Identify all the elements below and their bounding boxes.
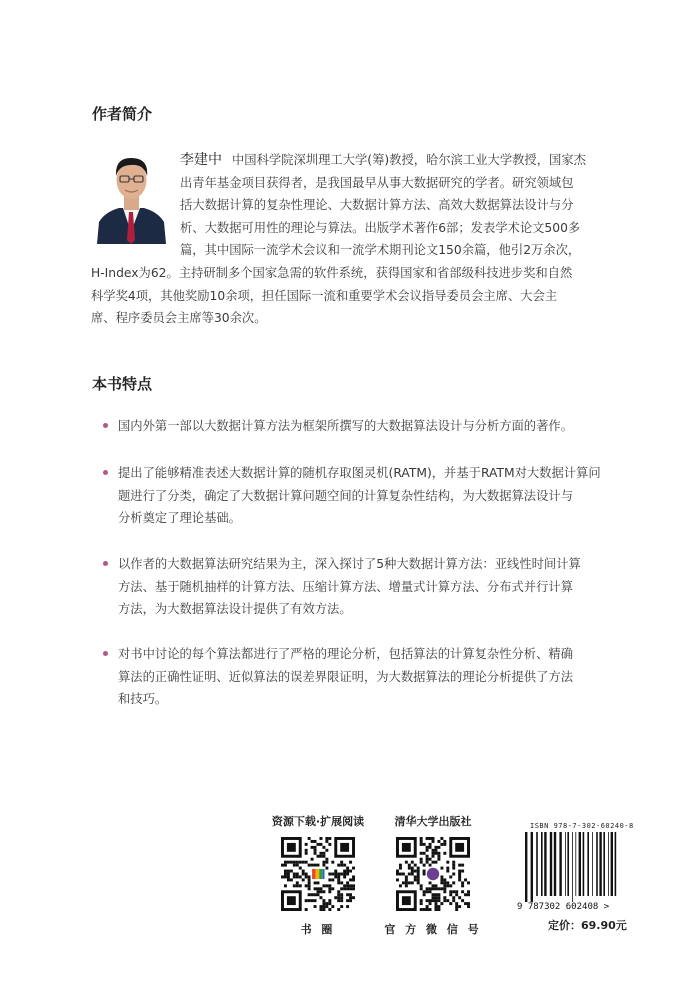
qr-caption: 书 圈 [300,923,336,936]
barcode-digits: 9 787302 602408 > [517,902,610,912]
barcode-icon [515,832,629,912]
qr-title: 资源下载·扩展阅读 [271,815,365,828]
qr-block-publisher [383,813,483,937]
price-label: 定价：69.90元 [548,919,627,932]
qr-block-shuquan [268,813,368,937]
feature-item: 对书中讨论的每个算法都进行了严格的理论分析，包括算法的计算复杂性分析、精确 算法的正确性证明、近似算法的误差界限证明，为大数据算法的理论分析提供了方法 和技巧。 [103,643,603,711]
author-bio: 李建中 中国科学院深圳理工大学(筹)教授，哈尔滨工业大学教授，国家杰 出青年基金项目获得者，是我国最早从事大数据研究的学者。研究领域包 括大数据计算的复杂性理论、大数据计算方法、高效大数据算法设计与分 析、大数据可用性的理论与算法。出版学术著作6部；发表学术论文500多 篇，其中国际一流学术会议和一流学术期刊论文150余篇，他引2万余次， H-Index为62。主持研制多个国家急需的软件系统，获得国家和省部级科技进步奖和自然 科学奖4项，其他奖励10余项，担任国际一流和重要学术会议指导委员会主席、大会主 席、程序委员会主席等30余次。 [91,152,586,326]
bullet-icon [103,561,108,566]
feature-item: 以作者的大数据算法研究结果为主，深入探讨了5种大数据计算方法：亚线性时间计算 方法、基于随机抽样的计算方法、压缩计算方法、增量式计算方法、分布式并行计算 方法，为大数据算法设计提供了有效方法。 [103,553,603,621]
qr-title: 清华大学出版社 [394,815,472,828]
qr-caption: 官 方 微 信 号 [384,923,482,936]
feature-item: 提出了能够精准表述大数据计算的随机存取图灵机(RATM)，并基于RATM对大数据计算问 题进行了分类，确定了大数据计算问题空间的计算复杂性结构，为大数据算法设计与 分析奠定了理论基础。 [103,462,603,530]
author-name: 李建中 [180,152,222,168]
feature-item: 国内外第一部以大数据计算方法为框架所撰写的大数据算法设计与分析方面的著作。 [103,415,603,438]
author-heading: 作者简介 [92,105,153,123]
bullet-icon [103,470,108,475]
features-heading: 本书特点 [92,375,153,393]
qr-code-icon [281,837,355,911]
isbn-label: ISBN 978-7-302-60240-8 [530,822,634,830]
bullet-icon [103,651,108,656]
qr-code-icon [396,837,470,911]
bullet-icon [103,423,108,428]
